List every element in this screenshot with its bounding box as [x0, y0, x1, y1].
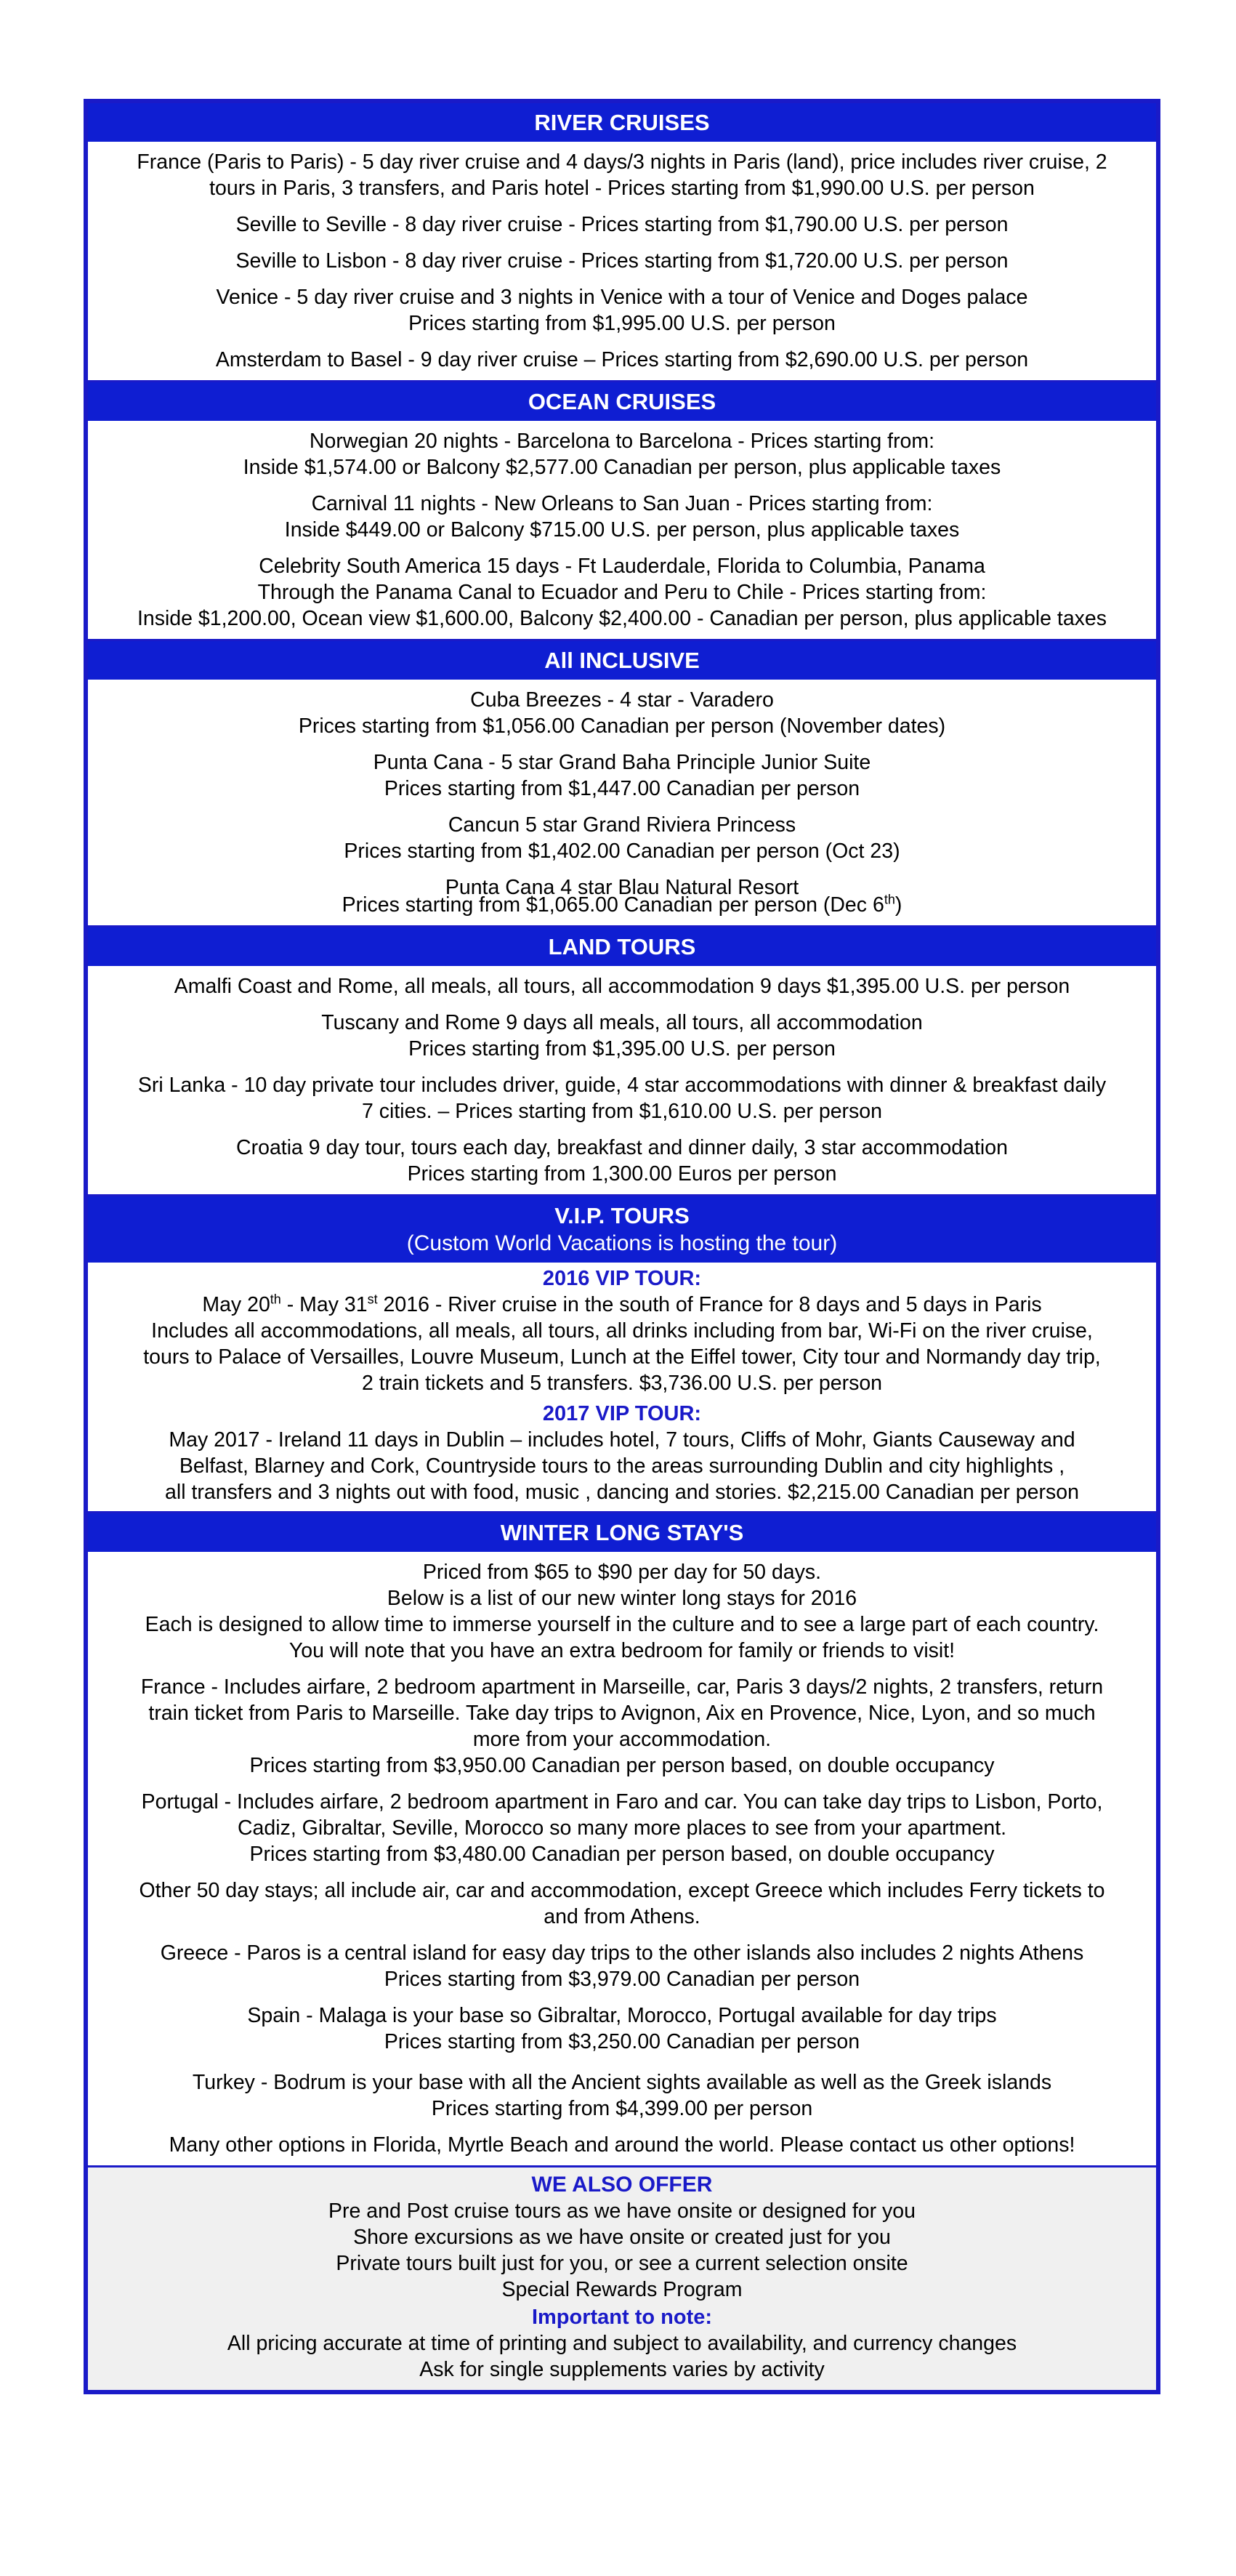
text-line: May 2017 - Ireland 11 days in Dublin – includes hotel, 7 tours, Cliffs of Mohr, Giants Causeway and — [169, 1428, 1075, 1452]
list-item — [97, 1674, 1147, 1779]
item-line: Prices starting from $1,447.00 Canadian per person — [384, 777, 860, 800]
section-header-winter-long-stays: WINTER LONG STAY'S — [88, 1513, 1156, 1552]
list-item — [97, 149, 1147, 201]
text-line: Belfast, Blarney and Cork, Countryside tours to the areas surrounding Dublin and city highlights , — [179, 1454, 1065, 1478]
important-note-title: Important to note: — [531, 2306, 713, 2329]
important-note-lines — [97, 2330, 1147, 2383]
vip-2016-dates — [97, 1292, 1147, 1318]
list-item — [97, 1940, 1147, 1992]
item-line: Spain - Malaga is your base so Gibraltar, Morocco, Portugal available for day trips — [247, 2004, 997, 2027]
list-item — [97, 428, 1147, 480]
text-line: Shore excursions as we have onsite or created just for you — [353, 2226, 891, 2249]
item-line: Prices starting from 1,300.00 Euros per person — [407, 1162, 837, 1186]
item-line: and from Athens. — [544, 1905, 700, 1928]
section-header-all-inclusive: All INCLUSIVE — [88, 641, 1156, 680]
ocean-cruises-list — [88, 421, 1156, 641]
item-line-text: ) — [894, 893, 902, 917]
ordinal-suffix: st — [367, 1292, 378, 1307]
list-item — [97, 1877, 1147, 1930]
item-line: Prices starting from $3,250.00 Canadian per person — [384, 2030, 860, 2053]
list-item — [97, 812, 1147, 864]
item-line: Seville to Lisbon - 8 day river cruise - Prices starting from $1,720.00 U.S. per person — [235, 249, 1009, 273]
item-line: Through the Panama Canal to Ecuador and Peru to Chile - Prices starting from: — [257, 581, 987, 604]
list-item — [97, 212, 1147, 238]
item-line: Cuba Breezes - 4 star - Varadero — [470, 688, 774, 712]
item-line: Prices starting from $1,395.00 U.S. per person — [408, 1037, 836, 1060]
spacer — [97, 2056, 1147, 2069]
list-item — [97, 248, 1147, 274]
item-line: France (Paris to Paris) - 5 day river cruise and 4 days/3 nights in Paris (land), price includes river cruise, 2 — [137, 150, 1107, 174]
item-line: tours in Paris, 3 transfers, and Paris hotel - Prices starting from $1,990.00 U.S. per person — [209, 177, 1035, 200]
list-item — [97, 973, 1147, 999]
vip-2016-heading: 2016 VIP TOUR: — [542, 1267, 702, 1290]
list-item — [97, 1010, 1147, 1062]
item-line: Carnival 11 nights - New Orleans to San Juan - Prices starting from: — [311, 492, 933, 515]
item-line: Prices starting from $1,056.00 Canadian per person (November dates) — [298, 715, 946, 738]
text-line: Private tours built just for you, or see a current selection onsite — [336, 2252, 908, 2275]
list-item — [97, 2003, 1147, 2055]
item-line: Prices starting from $3,950.00 Canadian per person based, on double occupancy — [249, 1754, 995, 1777]
item-line: Prices starting from $1,402.00 Canadian per person (Oct 23) — [344, 840, 900, 863]
item-line: Cancun 5 star Grand Riviera Princess — [448, 813, 796, 837]
item-line: Amalfi Coast and Rome, all meals, all tours, all accommodation 9 days $1,395.00 U.S. per person — [174, 975, 1070, 998]
item-line: You will note that you have an extra bedroom for family or friends to visit! — [288, 1639, 956, 1662]
list-item — [97, 1072, 1147, 1124]
all-inclusive-items — [97, 687, 1147, 901]
travel-flyer — [84, 99, 1160, 2394]
item-line: Prices starting from $4,399.00 per person — [431, 2097, 813, 2120]
item-line-text: Prices starting from $1,065.00 Canadian per person (Dec 6 — [342, 893, 884, 917]
winter-items — [97, 1559, 1147, 2055]
land-tours-list — [88, 966, 1156, 1196]
list-item — [97, 2069, 1147, 2122]
section-header-vip-tours — [88, 1196, 1156, 1263]
ordinal-suffix: th — [270, 1292, 281, 1307]
river-cruises-list — [88, 142, 1156, 382]
vip-title: V.I.P. TOURS — [554, 1203, 690, 1228]
item-line: France - Includes airfare, 2 bedroom apartment in Marseille, car, Paris 3 days/2 nights, 2 transfers, return — [140, 1675, 1104, 1699]
list-item — [97, 892, 1147, 918]
item-line: Prices starting from $3,480.00 Canadian per person based, on double occupancy — [249, 1843, 995, 1866]
vip-2017-details — [97, 1427, 1147, 1505]
text-line: 2 train tickets and 5 transfers. $3,736.00 U.S. per person — [361, 1372, 883, 1395]
vip-2017-heading: 2017 VIP TOUR: — [542, 1402, 702, 1425]
text-line: tours to Palace of Versailles, Louvre Museum, Lunch at the Eiffel tower, City tour and Normandy day trip, — [143, 1345, 1101, 1369]
ordinal-suffix: th — [884, 892, 895, 907]
list-item — [97, 2132, 1147, 2158]
vip-subtitle: (Custom World Vacations is hosting the tour) — [406, 1231, 838, 1255]
list-item — [97, 347, 1147, 373]
item-line: Each is designed to allow time to immerse yourself in the culture and to see a large part of each country. — [145, 1613, 1099, 1636]
winter-long-stays-list — [88, 1552, 1156, 2168]
item-line-text: May 20 — [202, 1293, 270, 1316]
item-line: Celebrity South America 15 days - Ft Lauderdale, Florida to Columbia, Panama — [259, 555, 985, 578]
item-line: 7 cities. – Prices starting from $1,610.00 U.S. per person — [361, 1100, 882, 1123]
item-line: Inside $1,200.00, Ocean view $1,600.00, Balcony $2,400.00 - Canadian per person, plus applicable taxes — [137, 607, 1107, 630]
text-line: all transfers and 3 nights out with food, music , dancing and stories. $2,215.00 Canadian per person — [165, 1481, 1079, 1504]
also-offer-lines — [97, 2198, 1147, 2303]
item-line: Portugal - Includes airfare, 2 bedroom apartment in Faro and car. You can take day trips to Lisbon, Porto, — [141, 1790, 1103, 1814]
list-item — [97, 749, 1147, 802]
item-line: Croatia 9 day tour, tours each day, breakfast and dinner daily, 3 star accommodation — [236, 1136, 1008, 1159]
item-line: Norwegian 20 nights - Barcelona to Barcelona - Prices starting from: — [309, 430, 935, 453]
list-item — [97, 1559, 1147, 1664]
item-line: Below is a list of our new winter long stays for 2016 — [387, 1587, 857, 1610]
item-line: Sri Lanka - 10 day private tour includes driver, guide, 4 star accommodations with dinner & breakfast daily — [137, 1074, 1107, 1097]
also-offer-title: WE ALSO OFFER — [531, 2173, 713, 2197]
list-item — [97, 553, 1147, 632]
item-line: Punta Cana - 5 star Grand Baha Principle Junior Suite — [373, 751, 871, 774]
item-line: Inside $449.00 or Balcony $715.00 U.S. per person, plus applicable taxes — [284, 518, 960, 542]
text-line: Special Rewards Program — [501, 2278, 743, 2301]
item-line: Seville to Seville - 8 day river cruise - Prices starting from $1,790.00 U.S. per person — [235, 213, 1009, 236]
item-line: Prices starting from $3,979.00 Canadian per person — [384, 1968, 860, 1991]
item-line: Priced from $65 to $90 per day for 50 days. — [422, 1561, 822, 1584]
item-line: Punta Cana 4 star Blau Natural Resort — [445, 876, 799, 899]
text-line: Ask for single supplements varies by activity — [419, 2358, 825, 2381]
item-line: train ticket from Paris to Marseille. Take day trips to Avignon, Aix en Provence, Nice, Lyon, and so much — [148, 1702, 1096, 1725]
section-header-ocean-cruises: OCEAN CRUISES — [88, 382, 1156, 421]
vip-tours-list — [88, 1263, 1156, 1513]
item-line: Amsterdam to Basel - 9 day river cruise – Prices starting from $2,690.00 U.S. per person — [215, 348, 1029, 371]
item-line: more from your accommodation. — [472, 1728, 772, 1751]
item-line: Other 50 day stays; all include air, car and accommodation, except Greece which includes Ferry tickets to — [139, 1879, 1105, 1902]
item-line: Inside $1,574.00 or Balcony $2,577.00 Canadian per person, plus applicable taxes — [243, 456, 1001, 479]
vip-2016-details — [97, 1318, 1147, 1396]
winter-items-more — [97, 2069, 1147, 2158]
item-line — [97, 892, 1147, 918]
text-line: All pricing accurate at time of printing and subject to availability, and currency changes — [227, 2332, 1017, 2355]
list-item — [97, 1135, 1147, 1187]
item-line: Greece - Paros is a central island for easy day trips to the other islands also includes 2 nights Athens — [160, 1941, 1084, 1965]
item-line: Turkey - Bodrum is your base with all the Ancient sights available as well as the Greek islands — [192, 2071, 1052, 2094]
all-inclusive-list — [88, 680, 1156, 927]
item-line-text: 2016 - River cruise in the south of France for 8 days and 5 days in Paris — [377, 1293, 1042, 1316]
item-line: Venice - 5 day river cruise and 3 nights in Venice with a tour of Venice and Doges palace — [216, 286, 1028, 309]
list-item — [97, 1789, 1147, 1867]
list-item — [97, 491, 1147, 543]
item-line: Tuscany and Rome 9 days all meals, all tours, all accommodation — [321, 1011, 923, 1034]
text-line: Includes all accommodations, all meals, all tours, all drinks including from bar, Wi-Fi on the river cruise, — [151, 1319, 1093, 1343]
text-line: Pre and Post cruise tours as we have onsite or designed for you — [328, 2199, 916, 2223]
also-offer-box — [88, 2168, 1156, 2390]
section-header-land-tours: LAND TOURS — [88, 927, 1156, 966]
item-line: Many other options in Florida, Myrtle Beach and around the world. Please contact us other options! — [169, 2133, 1075, 2157]
item-line: Prices starting from $1,995.00 U.S. per person — [408, 312, 836, 335]
item-line-text: - May 31 — [280, 1293, 368, 1316]
item-line: Cadiz, Gibraltar, Seville, Morocco so many more places to see from your apartment. — [237, 1816, 1007, 1840]
list-item — [97, 687, 1147, 739]
list-item — [97, 284, 1147, 337]
section-header-river-cruises: RIVER CRUISES — [88, 103, 1156, 142]
